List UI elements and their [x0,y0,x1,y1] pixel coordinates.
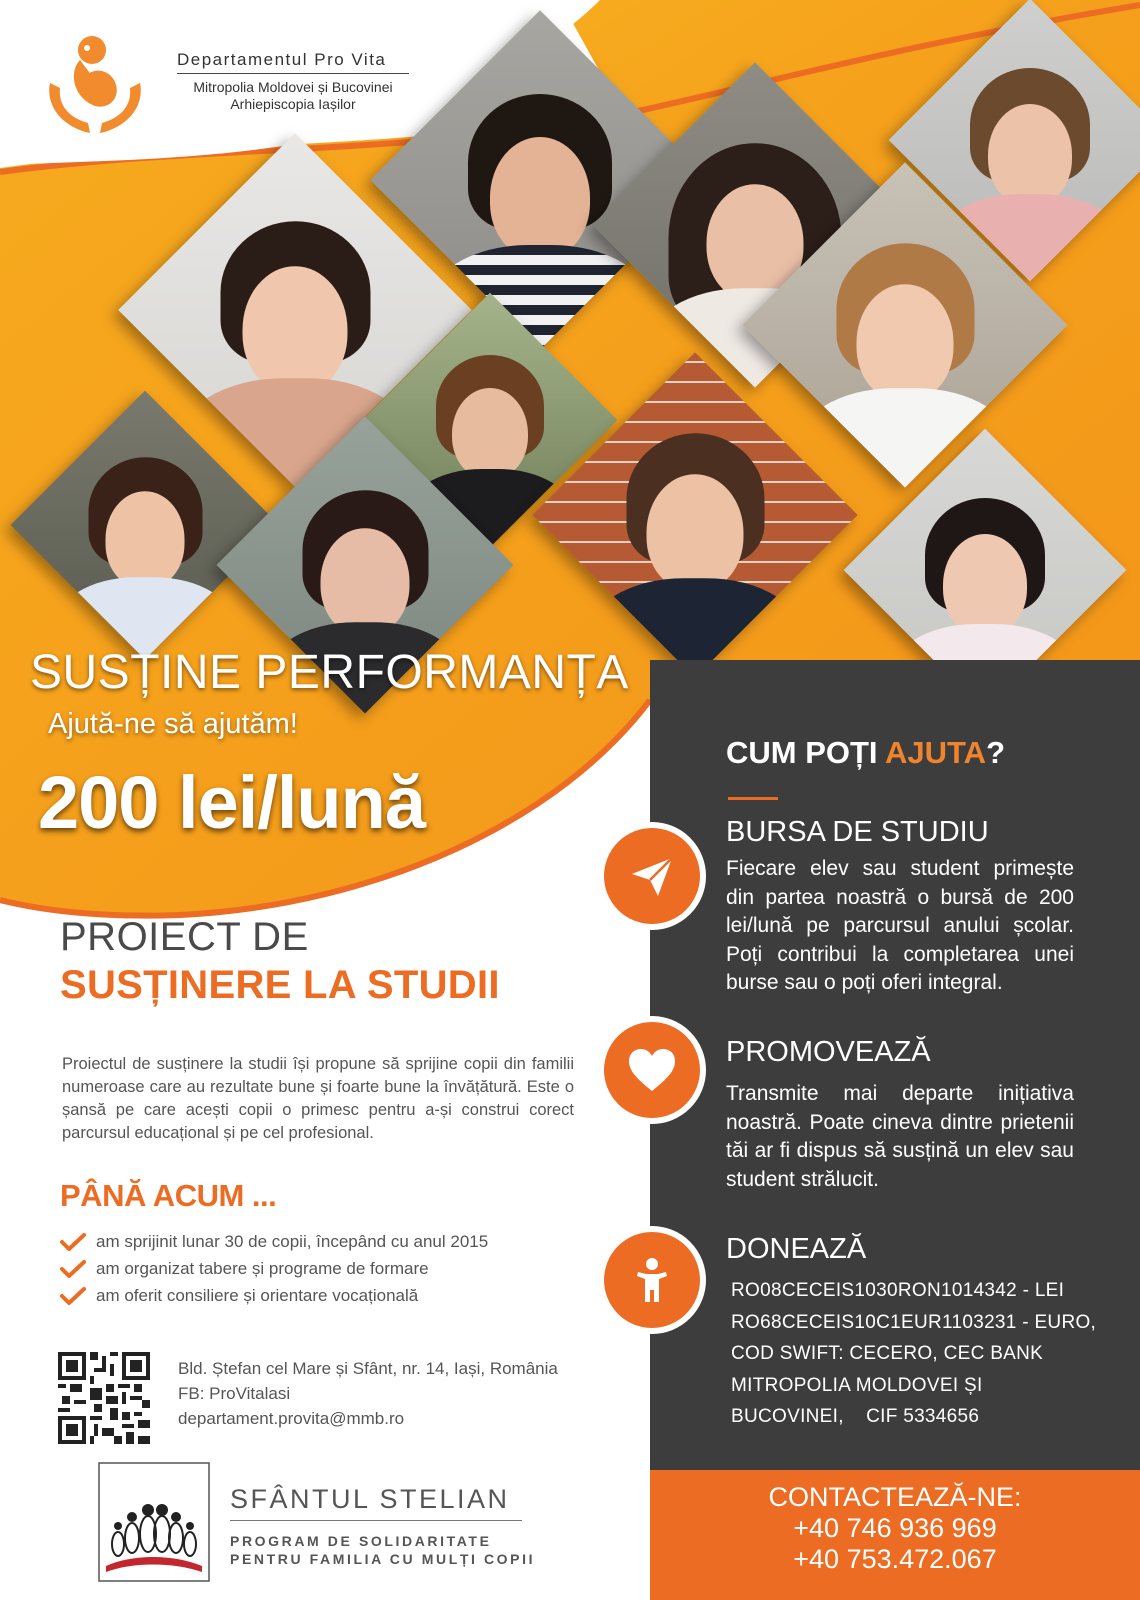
paper-plane-icon [628,852,676,900]
achievement-text: am sprijinit lunar 30 de copii, începând cu anul 2015 [96,1231,489,1251]
phone-number-1[interactable]: +40 746 936 969 [793,1513,997,1543]
stelian-subtitle-line1: PROGRAM DE SOLIDARITATE [230,1533,492,1549]
headline-title: SUSȚINE PERFORMANȚA [30,646,629,699]
scholarship-title: BURSA DE STUDIU [726,816,989,848]
contact-title: CONTACTEAZĂ-NE: [768,1482,1022,1512]
achievements-list [60,1228,488,1309]
monthly-amount: 200 lei/lună [38,761,425,844]
facebook-link[interactable]: FB: ProVitalasi [178,1384,291,1403]
org-subtitle [177,79,409,113]
iban-euro[interactable]: RO68CECEIS10C1EUR1103231 - EURO, [731,1311,1097,1333]
child-icon [632,1256,672,1304]
stelian-program-subtitle [230,1532,535,1568]
stelian-subtitle-line2: PENTRU FAMILIA CU MULȚI COPII [230,1551,536,1567]
help-title-divider [728,797,778,800]
swift-code: COD SWIFT: CECERO, CEC BANK [731,1343,1044,1364]
scholarship-icon-circle [598,822,706,930]
sfantul-stelian-logo-icon [98,1462,210,1582]
help-title-accent: AJUTA [885,735,987,770]
beneficiary-line1: MITROPOLIA MOLDOVEI ȘI [731,1374,983,1396]
qr-code-icon[interactable] [58,1352,150,1444]
org-subtitle-line1: Mitropolia Moldovei și Bucovinei [193,79,393,95]
stelian-divider [230,1520,522,1521]
contact-info [178,1356,558,1431]
pro-vita-logo-icon [40,28,150,138]
achievement-text: am oferit consiliere și orientare vocațională [96,1285,419,1305]
check-icon [60,1232,86,1252]
project-description: Proiectul de susținere la studii își propune să sprijine copii din familii numeroase care au rezultate bune și foarte bune la învățătură. Este o șansă pe care acești copii o primesc pentru a-și construi corect parcursul educațional și pe cel profesional. [62,1055,574,1142]
donate-icon-circle [598,1226,706,1334]
beneficiary-line2: BUCOVINEI, CIF 5334656 [731,1406,980,1427]
email-link[interactable]: departament.provita@mmb.ro [178,1409,405,1428]
list-item [60,1228,488,1255]
headline-tagline: Ajută-ne să ajutăm! [48,708,298,740]
phone-number-2[interactable]: +40 753.472.067 [793,1544,997,1574]
stelian-program-title: SFÂNTUL STELIAN [230,1484,510,1514]
bank-details [731,1275,1096,1433]
list-item [60,1255,488,1282]
iban-lei[interactable]: RO08CECEIS1030RON1014342 - LEI [731,1280,1065,1301]
address-text: Bld. Ștefan cel Mare și Sfânt, nr. 14, Iași, România [178,1359,558,1378]
help-title [726,735,1005,771]
promote-icon-circle [598,1016,706,1124]
donate-title: DONEAZĂ [726,1233,867,1265]
promote-title: PROMOVEAZĂ [726,1036,931,1068]
heart-icon [627,1047,677,1093]
project-title-line1: PROIECT DE [60,915,309,959]
achievement-text: am organizat tabere și programe de formare [96,1258,429,1278]
promote-text: Transmite mai departe inițiativa noastră. Poate cineva dintre prietenii tăi ar fi dispus să susțină un elev sau student strălucit. [726,1082,1074,1191]
scholarship-text: Fiecare elev sau student primește din partea noastră o bursă de 200 lei/lună pe parcursul anului școlar. Poți contribui la completarea unei burse sau o poți oferi integral. [726,857,1074,994]
check-icon [60,1259,86,1279]
help-title-suffix: ? [986,735,1005,770]
check-icon [60,1286,86,1306]
project-title-line2: SUSȚINERE LA STUDII [60,963,500,1007]
list-item [60,1282,488,1309]
so-far-title: PÂNĂ ACUM ... [60,1178,277,1213]
org-title: Departamentul Pro Vita [177,50,387,69]
contact-bar-content [650,1482,1140,1575]
org-title-divider [177,73,409,74]
help-title-prefix: CUM POȚI [726,735,886,770]
org-subtitle-line2: Arhiepiscopia Iașilor [230,96,356,112]
